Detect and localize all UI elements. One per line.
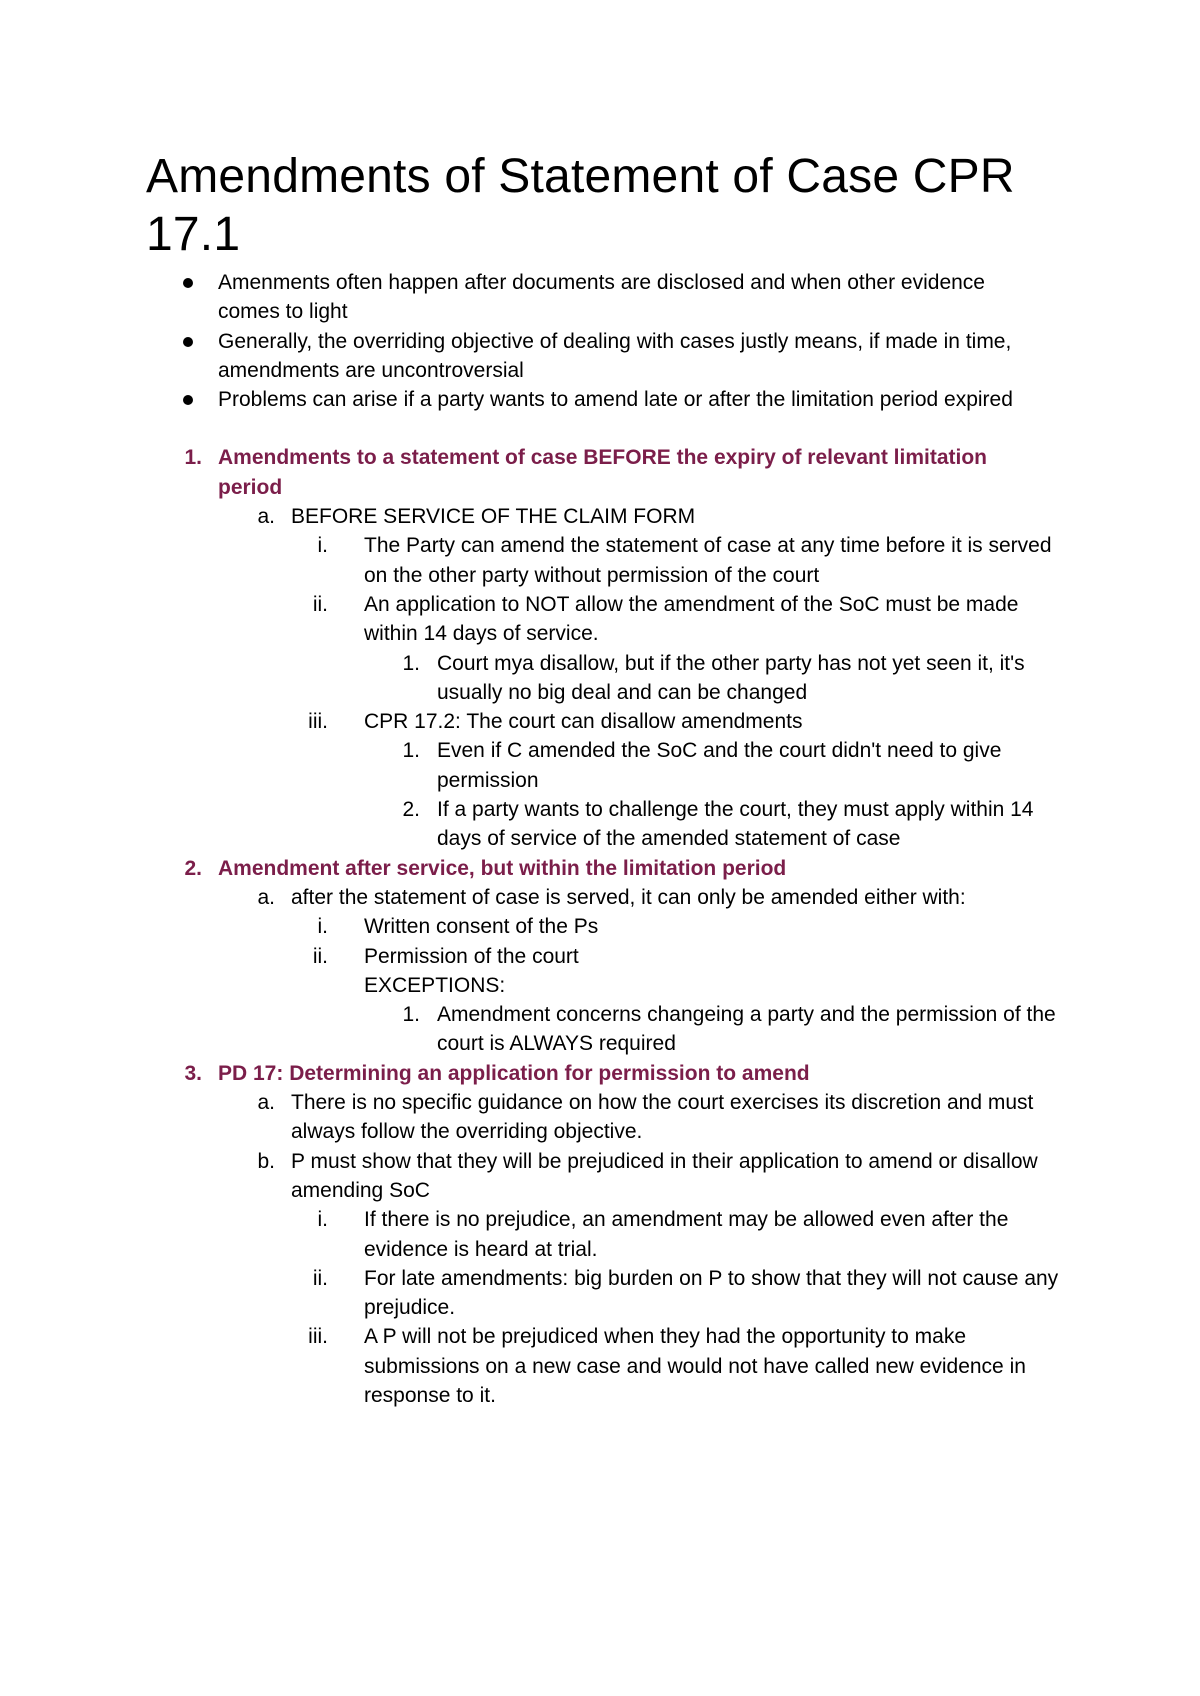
intro-bullet — [0, 268, 1048, 327]
section-heading — [0, 1059, 1048, 1088]
list-item — [0, 1264, 1064, 1323]
list-marker: ii. — [312, 944, 328, 968]
bullet-dot-icon — [183, 395, 193, 405]
list-marker: i. — [317, 915, 328, 939]
section-heading — [0, 443, 1048, 502]
list-item — [0, 590, 1064, 649]
exceptions-label: EXCEPTIONS: — [364, 973, 506, 997]
list-marker: i. — [317, 534, 328, 558]
list-item — [0, 736, 1067, 795]
document-body — [0, 268, 1200, 1410]
exceptions-label-row — [0, 971, 1064, 1000]
list-item — [0, 649, 1067, 708]
list-marker: ii. — [312, 1266, 328, 1290]
list-item-text: Permission of the court — [364, 944, 579, 968]
document-title: Amendments of Statement of Case CPR 17.1 — [146, 150, 1015, 261]
list-item — [0, 883, 1061, 912]
list-item-text: The Party can amend the statement of case at any time before it is served on the other party without permission of the court — [364, 534, 1052, 587]
list-marker: 1. — [402, 1003, 420, 1027]
intro-bullet — [0, 385, 1048, 414]
list-item — [0, 1088, 1061, 1147]
section-heading-text: PD 17: Determining an application for permission to amend — [218, 1061, 810, 1085]
list-item — [0, 1000, 1067, 1059]
list-item-text: CPR 17.2: The court can disallow amendments — [364, 710, 803, 734]
list-item — [0, 1205, 1064, 1264]
list-item-text: An application to NOT allow the amendment of the SoC must be made within 14 days of service. — [364, 592, 1019, 646]
intro-bullet — [0, 327, 1048, 386]
list-marker: a. — [257, 885, 275, 909]
section-heading-text: Amendment after service, but within the limitation period — [218, 856, 787, 880]
list-marker: 1. — [402, 651, 420, 675]
bullet-dot-icon — [183, 337, 193, 347]
list-marker: iii. — [308, 1325, 328, 1349]
list-item-text: BEFORE SERVICE OF THE CLAIM FORM — [291, 505, 696, 529]
intro-bullet-text: Amenments often happen after documents are disclosed and when other evidence comes to light — [218, 271, 985, 324]
list-item-text: If there is no prejudice, an amendment may be allowed even after the evidence is heard at trial. — [364, 1208, 1009, 1261]
list-item-text: after the statement of case is served, it can only be amended either with: — [291, 885, 966, 909]
list-marker: 1. — [402, 739, 420, 763]
list-item — [0, 1322, 1064, 1410]
list-item — [0, 912, 1064, 941]
list-item — [0, 1147, 1061, 1206]
list-item-text: Even if C amended the SoC and the court didn't need to give permission — [437, 739, 1002, 792]
list-item — [0, 707, 1064, 736]
section-heading — [0, 854, 1048, 883]
spacer — [0, 414, 1200, 443]
list-item — [0, 502, 1061, 531]
list-item-text: There is no specific guidance on how the court exercises its discretion and must always follow the overriding objective. — [291, 1091, 1034, 1144]
section-number: 3. — [184, 1061, 202, 1085]
list-item-text: For late amendments: big burden on P to show that they will not cause any prejudice. — [364, 1266, 1059, 1320]
list-marker: iii. — [308, 710, 328, 734]
list-item-text: P must show that they will be prejudiced in their application to amend or disallow amending SoC — [291, 1149, 1038, 1202]
list-item — [0, 942, 1064, 971]
list-marker: a. — [257, 505, 275, 529]
list-marker: i. — [317, 1208, 328, 1232]
list-marker: ii. — [312, 592, 328, 616]
list-item-text: If a party wants to challenge the court, they must apply within 14 days of service of the amended statement of case — [437, 798, 1034, 851]
list-item — [0, 531, 1064, 590]
intro-bullet-text: Problems can arise if a party wants to amend late or after the limitation period expired — [218, 388, 1013, 412]
list-item-text: Written consent of the Ps — [364, 915, 599, 939]
list-item-text: Court mya disallow, but if the other party has not yet seen it, it's usually no big deal and can be changed — [437, 651, 1025, 704]
list-item-text: Amendment concerns changeing a party and the permission of the court is ALWAYS required — [437, 1003, 1056, 1056]
bullet-dot-icon — [183, 278, 193, 288]
section-heading-text: Amendments to a statement of case BEFORE the expiry of relevant limitation period — [218, 446, 988, 499]
list-item — [0, 795, 1067, 854]
list-item-text: A P will not be prejudiced when they had the opportunity to make submissions on a new case and would not have called new evidence in response to it. — [364, 1325, 1026, 1407]
list-marker: b. — [257, 1149, 275, 1173]
section-number: 2. — [184, 856, 202, 880]
list-marker: 2. — [402, 798, 420, 822]
list-marker: a. — [257, 1091, 275, 1115]
intro-bullet-text: Generally, the overriding objective of dealing with cases justly means, if made in time, amendments are uncontroversial — [218, 329, 1012, 382]
section-number: 1. — [184, 446, 202, 470]
